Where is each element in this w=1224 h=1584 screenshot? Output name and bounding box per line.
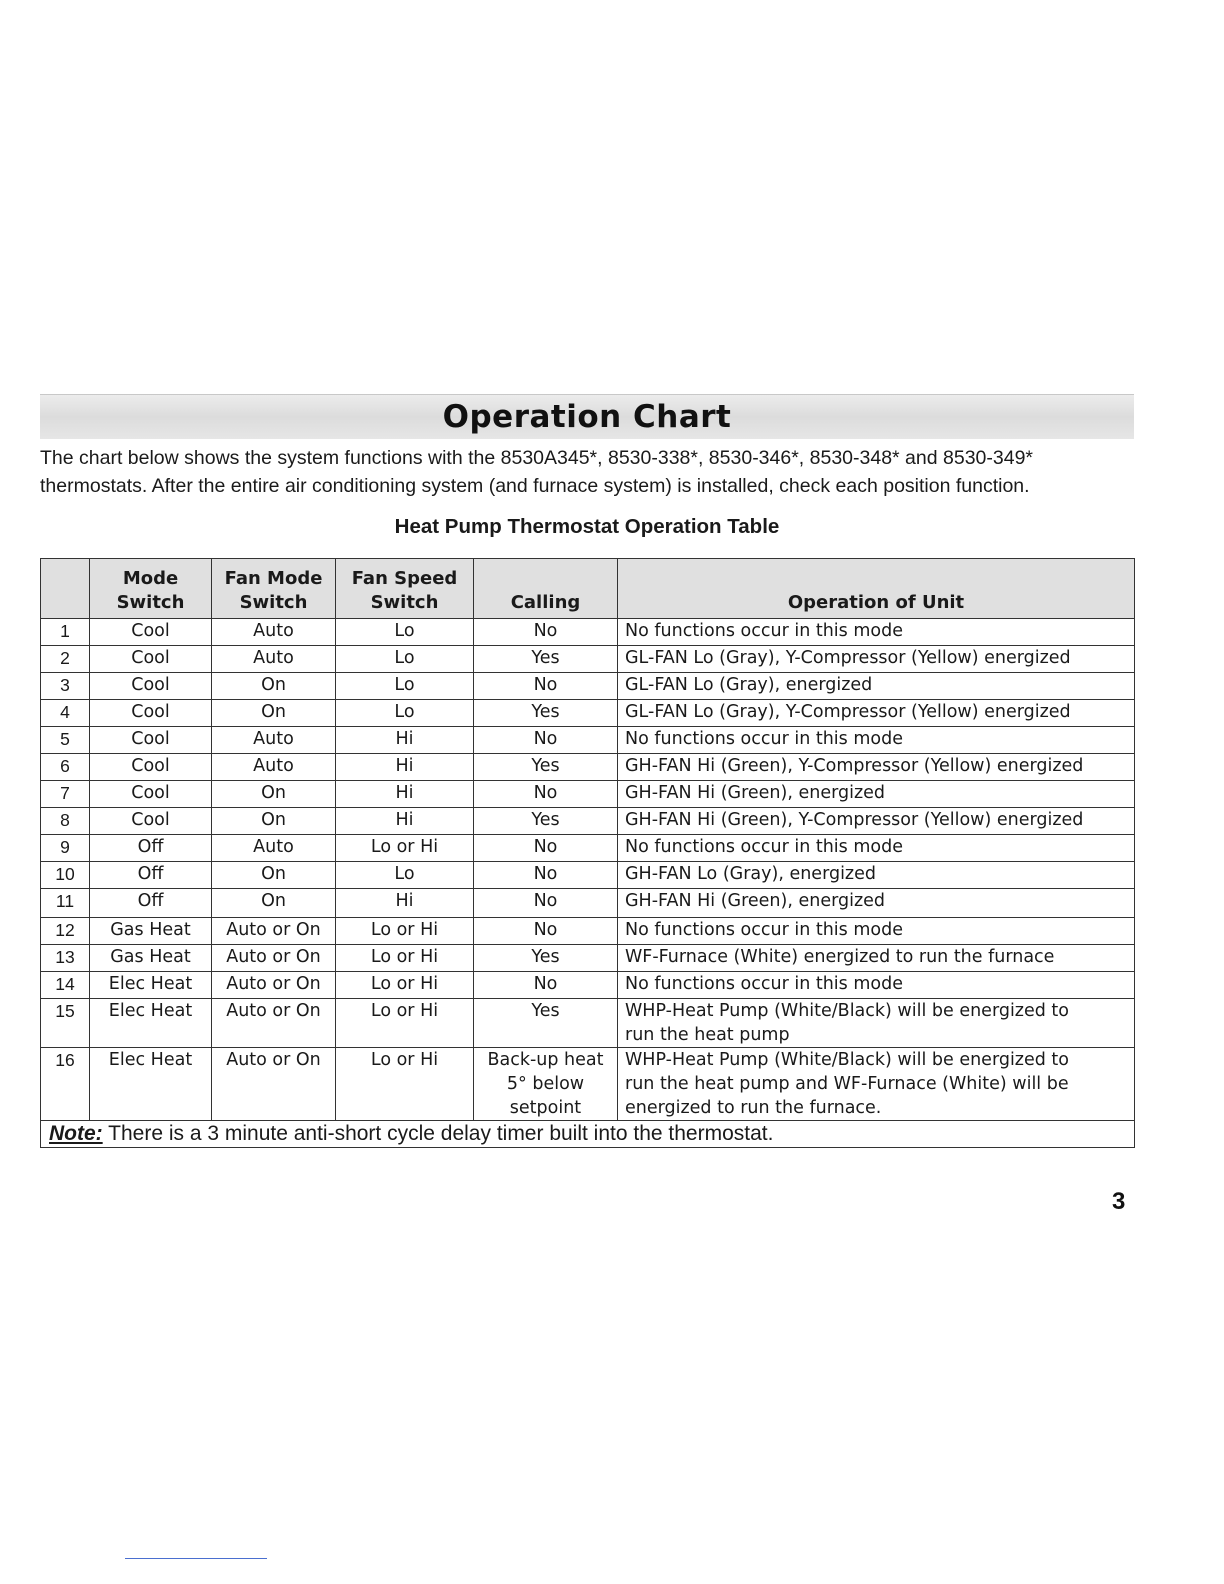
calling-cell: No	[474, 972, 618, 999]
mode-cell: Cool	[90, 808, 212, 835]
note-row	[41, 1121, 1135, 1148]
operation-line-3: energized to run the furnace.	[625, 1098, 882, 1118]
operation-line-1: WHP-Heat Pump (White/Black) will be energized to	[625, 1001, 1069, 1021]
operation-cell: No functions occur in this mode	[618, 619, 1135, 646]
row-number: 3	[41, 673, 90, 700]
fan-mode-cell: Auto	[212, 646, 336, 673]
fan-speed-cell: Lo or Hi	[336, 918, 474, 945]
title-banner	[40, 394, 1134, 439]
row-number: 15	[41, 999, 90, 1048]
table-row	[41, 754, 1135, 781]
row-number: 16	[41, 1048, 90, 1121]
row-number: 1	[41, 619, 90, 646]
intro-line-1: The chart below shows the system functions with the 8530A345*, 8530-338*, 8530-346*, 8530-348* and 8530-349*	[40, 447, 1034, 469]
fan-speed-cell: Lo or Hi	[336, 945, 474, 972]
row-number: 14	[41, 972, 90, 999]
calling-cell: No	[474, 781, 618, 808]
mode-cell: Elec Heat	[90, 972, 212, 999]
row-number: 6	[41, 754, 90, 781]
note-cell	[41, 1121, 1135, 1148]
operation-cell: No functions occur in this mode	[618, 727, 1135, 754]
calling-cell: Yes	[474, 754, 618, 781]
table-header-row	[41, 559, 1135, 619]
fan-mode-cell: On	[212, 700, 336, 727]
calling-cell	[474, 1048, 618, 1121]
row-number: 10	[41, 862, 90, 889]
calling-cell: Yes	[474, 808, 618, 835]
fan-speed-cell: Lo or Hi	[336, 1048, 474, 1121]
operation-cell: No functions occur in this mode	[618, 918, 1135, 945]
operation-cell: No functions occur in this mode	[618, 835, 1135, 862]
mode-cell: Gas Heat	[90, 918, 212, 945]
calling-cell: No	[474, 918, 618, 945]
fan-mode-cell: Auto or On	[212, 972, 336, 999]
operation-cell: GH-FAN Hi (Green), energized	[618, 781, 1135, 808]
operation-cell: No functions occur in this mode	[618, 972, 1135, 999]
table-row	[41, 727, 1135, 754]
fan-speed-cell: Lo or Hi	[336, 999, 474, 1048]
row-number: 5	[41, 727, 90, 754]
header-mode-line2: Switch	[116, 592, 185, 613]
row-number: 9	[41, 835, 90, 862]
calling-line-3: setpoint	[509, 1098, 582, 1118]
mode-cell: Off	[90, 862, 212, 889]
note-label: Note:	[49, 1122, 103, 1145]
header-operation-of-unit: Operation of Unit	[618, 559, 1135, 619]
header-calling: Calling	[474, 559, 618, 619]
header-fan-speed-line2: Switch	[370, 592, 439, 613]
intro-line-2: thermostats. After the entire air conditioning system (and furnace system) is installed, check each position function.	[40, 475, 1030, 497]
calling-cell: No	[474, 727, 618, 754]
fan-mode-cell: Auto	[212, 619, 336, 646]
fan-speed-cell: Lo	[336, 862, 474, 889]
table-row	[41, 945, 1135, 972]
header-fan-speed-line1: Fan Speed	[351, 568, 458, 589]
row-number: 13	[41, 945, 90, 972]
fan-mode-cell: Auto	[212, 835, 336, 862]
header-fan-mode-line2: Switch	[239, 592, 308, 613]
table-row	[41, 918, 1135, 945]
fan-speed-cell: Hi	[336, 754, 474, 781]
operation-cell: GH-FAN Lo (Gray), energized	[618, 862, 1135, 889]
header-fan-mode-line1: Fan Mode	[224, 568, 323, 589]
calling-cell: Yes	[474, 700, 618, 727]
operation-cell: GL-FAN Lo (Gray), Y-Compressor (Yellow) energized	[618, 646, 1135, 673]
fan-mode-cell: On	[212, 889, 336, 918]
operation-cell	[618, 1048, 1135, 1121]
header-fan-speed-switch	[336, 559, 474, 619]
table-row	[41, 646, 1135, 673]
footer-rule	[125, 1558, 267, 1559]
table-row	[41, 889, 1135, 918]
header-fan-mode-switch	[212, 559, 336, 619]
row-number: 7	[41, 781, 90, 808]
operation-line-1: WHP-Heat Pump (White/Black) will be energized to	[625, 1050, 1069, 1070]
operation-cell: GL-FAN Lo (Gray), Y-Compressor (Yellow) energized	[618, 700, 1135, 727]
mode-cell: Cool	[90, 754, 212, 781]
fan-mode-cell: Auto	[212, 754, 336, 781]
operation-cell: GH-FAN Hi (Green), Y-Compressor (Yellow) energized	[618, 754, 1135, 781]
fan-mode-cell: Auto or On	[212, 945, 336, 972]
table-row	[41, 862, 1135, 889]
header-mode-switch	[90, 559, 212, 619]
calling-cell: Yes	[474, 945, 618, 972]
mode-cell: Cool	[90, 781, 212, 808]
fan-mode-cell: On	[212, 781, 336, 808]
fan-speed-cell: Lo or Hi	[336, 835, 474, 862]
mode-cell: Cool	[90, 619, 212, 646]
calling-cell: No	[474, 889, 618, 918]
fan-mode-cell: On	[212, 862, 336, 889]
fan-mode-cell: Auto or On	[212, 1048, 336, 1121]
intro-paragraph	[40, 444, 1140, 500]
fan-mode-cell: On	[212, 808, 336, 835]
operation-line-2: run the heat pump and WF-Furnace (White) will be	[625, 1074, 1069, 1094]
operation-cell	[618, 999, 1135, 1048]
fan-speed-cell: Hi	[336, 808, 474, 835]
fan-mode-cell: On	[212, 673, 336, 700]
mode-cell: Cool	[90, 673, 212, 700]
mode-cell: Gas Heat	[90, 945, 212, 972]
operation-cell: GL-FAN Lo (Gray), energized	[618, 673, 1135, 700]
table-row	[41, 808, 1135, 835]
fan-speed-cell: Lo	[336, 700, 474, 727]
table-row	[41, 619, 1135, 646]
calling-cell: No	[474, 673, 618, 700]
mode-cell: Cool	[90, 700, 212, 727]
operation-table	[40, 558, 1135, 1148]
fan-speed-cell: Lo	[336, 646, 474, 673]
table-row	[41, 972, 1135, 999]
note-text: There is a 3 minute anti-short cycle delay timer built into the thermostat.	[108, 1122, 774, 1145]
fan-speed-cell: Hi	[336, 889, 474, 918]
fan-mode-cell: Auto	[212, 727, 336, 754]
calling-cell: No	[474, 619, 618, 646]
fan-mode-cell: Auto or On	[212, 918, 336, 945]
row-number: 11	[41, 889, 90, 918]
fan-speed-cell: Hi	[336, 781, 474, 808]
fan-speed-cell: Hi	[336, 727, 474, 754]
header-mode-line1: Mode	[122, 568, 179, 589]
operation-cell: GH-FAN Hi (Green), Y-Compressor (Yellow) energized	[618, 808, 1135, 835]
table-row	[41, 700, 1135, 727]
page-number: 3	[1112, 1188, 1126, 1215]
row-number: 8	[41, 808, 90, 835]
mode-cell: Off	[90, 889, 212, 918]
calling-cell: Yes	[474, 999, 618, 1048]
mode-cell: Cool	[90, 646, 212, 673]
operation-cell: GH-FAN Hi (Green), energized	[618, 889, 1135, 918]
calling-cell: Yes	[474, 646, 618, 673]
table-title: Heat Pump Thermostat Operation Table	[394, 515, 780, 538]
operation-line-2: run the heat pump	[625, 1025, 790, 1045]
table-row	[41, 835, 1135, 862]
page-title: Operation Chart	[442, 399, 732, 435]
operation-cell: WF-Furnace (White) energized to run the furnace	[618, 945, 1135, 972]
mode-cell: Elec Heat	[90, 999, 212, 1048]
row-number: 4	[41, 700, 90, 727]
table-row	[41, 1048, 1135, 1121]
mode-cell: Off	[90, 835, 212, 862]
calling-line-1: Back-up heat	[487, 1050, 604, 1070]
calling-line-2: 5° below	[506, 1074, 585, 1094]
fan-mode-cell: Auto or On	[212, 999, 336, 1048]
fan-speed-cell: Lo	[336, 619, 474, 646]
table-row	[41, 781, 1135, 808]
calling-cell: No	[474, 862, 618, 889]
mode-cell: Cool	[90, 727, 212, 754]
header-num	[41, 559, 90, 619]
row-number: 12	[41, 918, 90, 945]
table-row	[41, 673, 1135, 700]
table-row	[41, 999, 1135, 1048]
fan-speed-cell: Lo	[336, 673, 474, 700]
mode-cell: Elec Heat	[90, 1048, 212, 1121]
fan-speed-cell: Lo or Hi	[336, 972, 474, 999]
row-number: 2	[41, 646, 90, 673]
calling-cell: No	[474, 835, 618, 862]
